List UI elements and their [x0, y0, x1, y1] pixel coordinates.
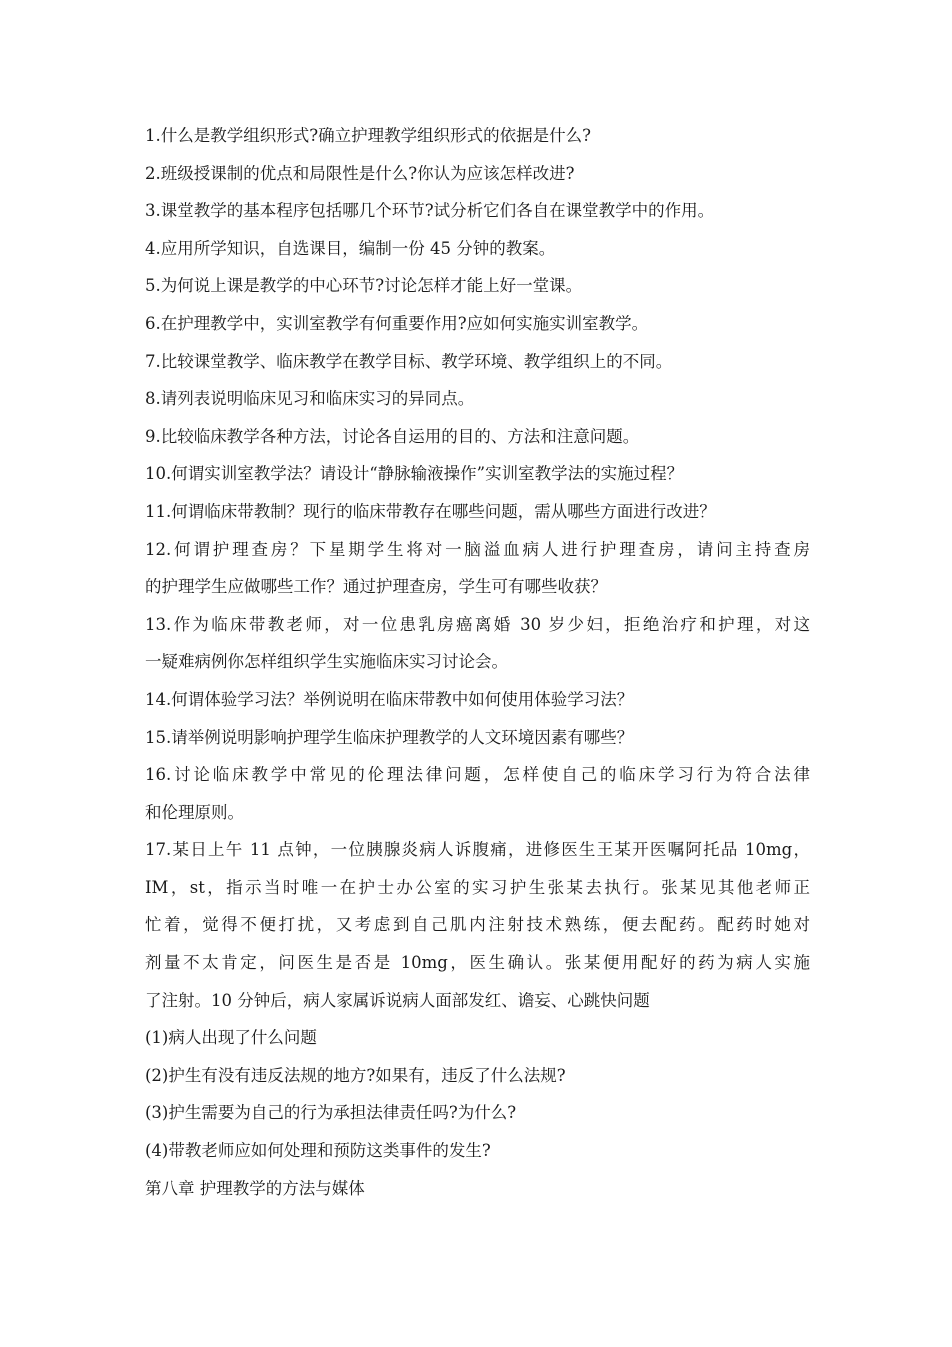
text-line: 第八章 护理教学的方法与媒体	[145, 1178, 365, 1198]
text-line: 和伦理原则。	[145, 802, 244, 822]
text-line: (1)病人出现了什么问题	[145, 1028, 317, 1048]
text-line: 11.何谓临床带教制？现行的临床带教存在哪些问题，需从哪些方面进行改进？	[145, 501, 716, 521]
text-line: 10.何谓实训室教学法？请设计“静脉输液操作”实训室教学法的实施过程？	[145, 464, 684, 484]
text-line: 9.比较临床教学各种方法，讨论各自运用的目的、方法和注意问题。	[145, 426, 640, 446]
text-line: 忙着，觉得不便打扰，又考虑到自己肌内注射技术熟练，便去配药。配药时她对	[145, 915, 810, 935]
text-line: 17.某日上午 11 点钟，一位胰腺炎病人诉腹痛，进修医生王某开医嘱阿托品 10mg，	[145, 840, 810, 860]
text-line: 1.什么是教学组织形式?确立护理教学组织形式的依据是什么?	[145, 126, 591, 145]
text-line: 7.比较课堂教学、临床教学在教学目标、教学环境、教学组织上的不同。	[145, 351, 673, 371]
text-line: 5.为何说上课是教学的中心环节?讨论怎样才能上好一堂课。	[145, 276, 583, 296]
text-line: 8.请列表说明临床见习和临床实习的异同点。	[145, 389, 475, 409]
text-line: 6.在护理教学中，实训室教学有何重要作用?应如何实施实训室教学。	[145, 313, 649, 333]
document-body	[145, 117, 810, 1207]
text-line: 了注射。10 分钟后，病人家属诉说病人面部发红、谵妄、心跳快问题	[145, 990, 650, 1010]
text-line: (2)护生有没有违反法规的地方?如果有，违反了什么法规?	[145, 1065, 566, 1085]
text-line: (3)护生需要为自己的行为承担法律责任吗?为什么?	[145, 1103, 517, 1123]
text-line: 15.请举例说明影响护理学生临床护理教学的人文环境因素有哪些？	[145, 727, 634, 747]
text-line: 一疑难病例你怎样组织学生实施临床实习讨论会。	[145, 652, 508, 672]
text-line: (4)带教老师应如何处理和预防这类事件的发生?	[145, 1141, 491, 1161]
text-line: 16.讨论临床教学中常见的伦理法律问题，怎样使自己的临床学习行为符合法律	[145, 765, 810, 785]
text-line: IM，st，指示当时唯一在护士办公室的实习护生张某去执行。张某见其他老师正	[145, 877, 810, 897]
text-line: 14.何谓体验学习法？举例说明在临床带教中如何使用体验学习法？	[145, 689, 634, 709]
text-line: 3.课堂教学的基本程序包括哪几个环节?试分析它们各自在课堂教学中的作用。	[145, 201, 715, 221]
text-line: 2.班级授课制的优点和局限性是什么?你认为应该怎样改进?	[145, 163, 575, 183]
text-line: 13.作为临床带教老师，对一位患乳房癌离婚 30 岁少妇，拒绝治疗和护理，对这	[145, 614, 810, 634]
text-line: 剂量不太肯定，问医生是否是 10mg，医生确认。张某便用配好的药为病人实施	[145, 953, 810, 973]
text-line: 12.何谓护理查房？下星期学生将对一脑溢血病人进行护理查房，请问主持查房	[145, 539, 810, 559]
text-line: 4.应用所学知识，自选课目，编制一份 45 分钟的教案。	[145, 238, 556, 258]
text-line: 的护理学生应做哪些工作？通过护理查房，学生可有哪些收获？	[145, 577, 607, 597]
